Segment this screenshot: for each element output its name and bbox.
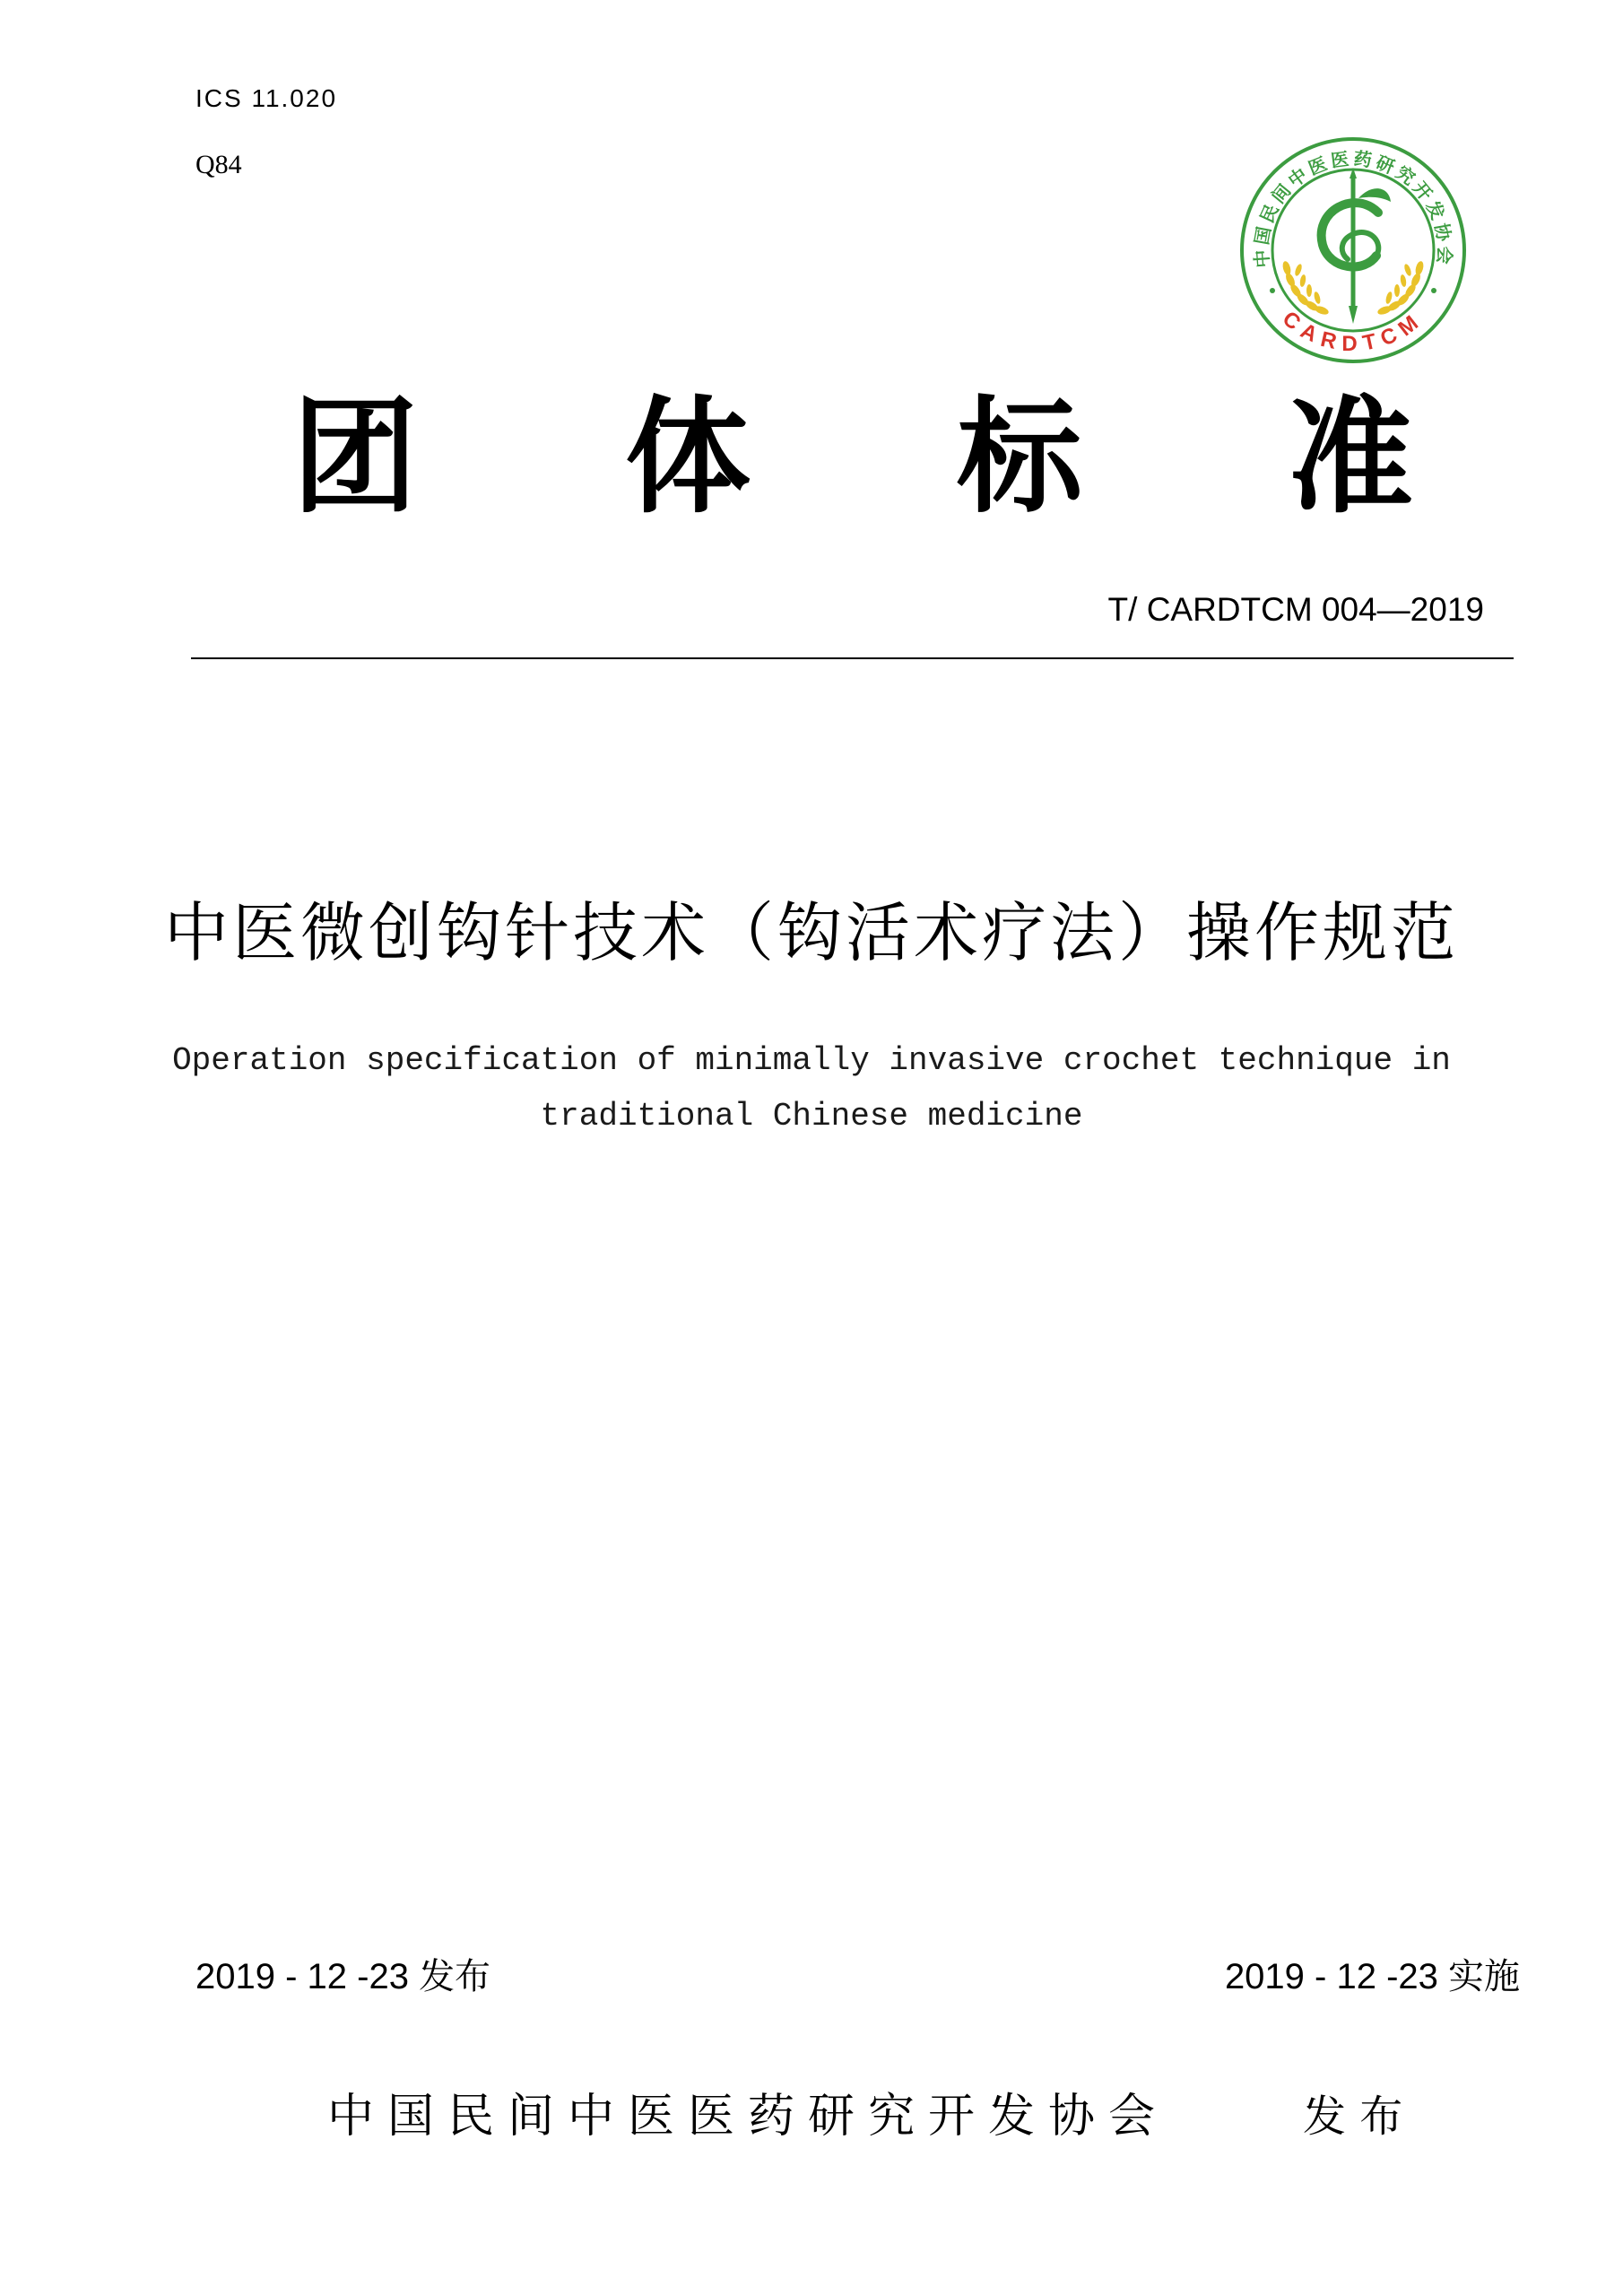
title-chinese: 中医微创钩针技术（钩活术疗法）操作规范 <box>163 895 1459 970</box>
effective-date: 2019 - 12 -23 实施 <box>1224 1957 1520 1996</box>
standard-number: T/ CARDTCM 004—2019 <box>1107 591 1484 628</box>
doc-type-char: 团 <box>291 385 418 531</box>
doc-type-char: 体 <box>624 385 751 531</box>
logo-seal <box>1237 134 1470 367</box>
seal-separator-dot <box>1431 288 1436 293</box>
seal-ring-text-path: 中国民间中医医药研究开发协会 <box>1250 147 1456 269</box>
doc-type-char: 标 <box>956 385 1082 531</box>
emblem-staff-tip <box>1349 306 1358 324</box>
issue-date: 2019 - 12 -23 发布 <box>195 1957 491 1996</box>
publish-label: 发 布 <box>1303 2092 1403 2142</box>
doc-type-char: 准 <box>1287 385 1413 531</box>
seal-separator-dot <box>1270 288 1275 293</box>
wheat-right-icon <box>1376 260 1425 316</box>
ics-code: ICS 11.020 <box>195 84 338 112</box>
title-english-line: Operation specification of minimally invasive crochet technique in <box>172 1042 1451 1079</box>
caduceus-emblem-icon <box>1322 168 1391 324</box>
publisher-name: 中国民间中医医药研究开发协会 <box>327 2090 1169 2144</box>
wheat-left-icon <box>1281 260 1330 316</box>
header-divider <box>191 657 1514 659</box>
title-english-line: traditional Chinese medicine <box>540 1098 1083 1135</box>
ccs-code: Q84 <box>195 150 242 179</box>
seal-abbr-text-path: CARDTCM <box>1277 306 1429 356</box>
